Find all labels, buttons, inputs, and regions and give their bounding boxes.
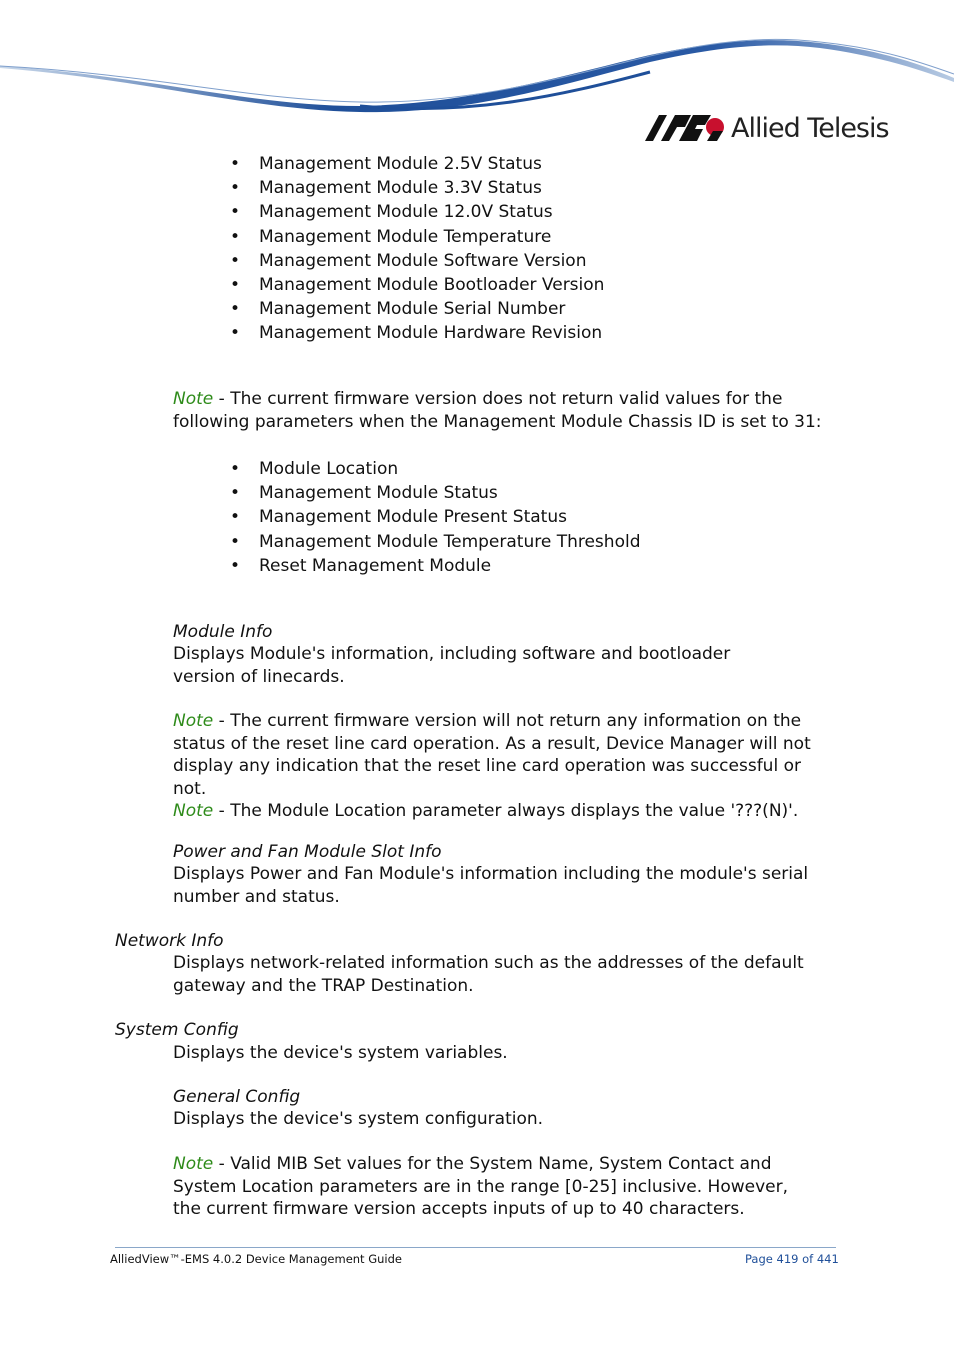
- list-item: • Management Module Bootloader Version: [228, 273, 604, 297]
- list-item: • Management Module 2.5V Status: [228, 152, 604, 176]
- logo-mark-icon: [645, 115, 725, 141]
- list-item: • Module Location: [228, 457, 640, 481]
- general-config-heading: General Config: [173, 1087, 301, 1107]
- list-item: • Management Module 12.0V Status: [228, 200, 604, 224]
- list-item: • Reset Management Module: [228, 554, 640, 578]
- general-config-body: Displays the device's system configuration.: [173, 1109, 544, 1129]
- note-mib-set-values: [173, 1153, 803, 1221]
- management-module-list: [228, 152, 604, 346]
- module-info-body: Displays Module's information, including software and bootloader version of linecards.: [173, 644, 731, 687]
- system-config-body: Displays the device's system variables.: [173, 1043, 508, 1063]
- note-text: - The Module Location parameter always displays the value '???(N)'.: [213, 801, 799, 821]
- list-item: • Management Module Serial Number: [228, 297, 604, 321]
- list-item: • Management Module 3.3V Status: [228, 176, 604, 200]
- power-fan-heading: Power and Fan Module Slot Info: [173, 842, 442, 862]
- note-text: - The current firmware version will not return any information on the status of the reset line card operation. As a result, Device Manager will not display any indication that the reset line card operation was successful or not.: [173, 711, 811, 799]
- list-item: • Management Module Present Status: [228, 505, 640, 529]
- system-config-heading: System Config: [115, 1020, 239, 1040]
- list-item: • Management Module Status: [228, 481, 640, 505]
- power-fan-body: Displays Power and Fan Module's information including the module's serial number and status.: [173, 864, 809, 907]
- allied-telesis-logo: [645, 108, 889, 148]
- invalid-parameters-list: [228, 457, 640, 578]
- logo-text: Allied Telesis: [731, 112, 889, 144]
- note-module-location: [173, 800, 798, 823]
- note-reset-line-card: [173, 710, 838, 800]
- module-info-heading: Module Info: [173, 622, 273, 642]
- note-label: Note: [173, 389, 214, 409]
- list-item: • Management Module Temperature Threshold: [228, 530, 640, 554]
- list-item: • Management Module Hardware Revision: [228, 321, 604, 345]
- note-text: - The current firmware version does not return valid values for the following parameters when the Management Module Chassis ID is set to 31:: [173, 389, 822, 432]
- list-item: • Management Module Software Version: [228, 249, 604, 273]
- footer-page-number: Page 419 of 441: [745, 1252, 839, 1266]
- note-label: Note: [173, 801, 214, 821]
- note-chassis-id: [173, 388, 838, 433]
- footer-doc-title: AlliedView™-EMS 4.0.2 Device Management Guide: [110, 1252, 402, 1266]
- network-info-body: Displays network-related information such as the addresses of the default gateway and the TRAP Destination.: [173, 953, 804, 996]
- list-item: • Management Module Temperature: [228, 225, 604, 249]
- note-label: Note: [173, 711, 214, 731]
- network-info-heading: Network Info: [115, 931, 224, 951]
- footer-divider: [115, 1247, 836, 1248]
- note-label: Note: [173, 1154, 214, 1174]
- note-text: - Valid MIB Set values for the System Name, System Contact and System Location parameters are in the range [0-25] inclusive. However, the current firmware version accepts inputs of up to 40 characters.: [173, 1154, 789, 1219]
